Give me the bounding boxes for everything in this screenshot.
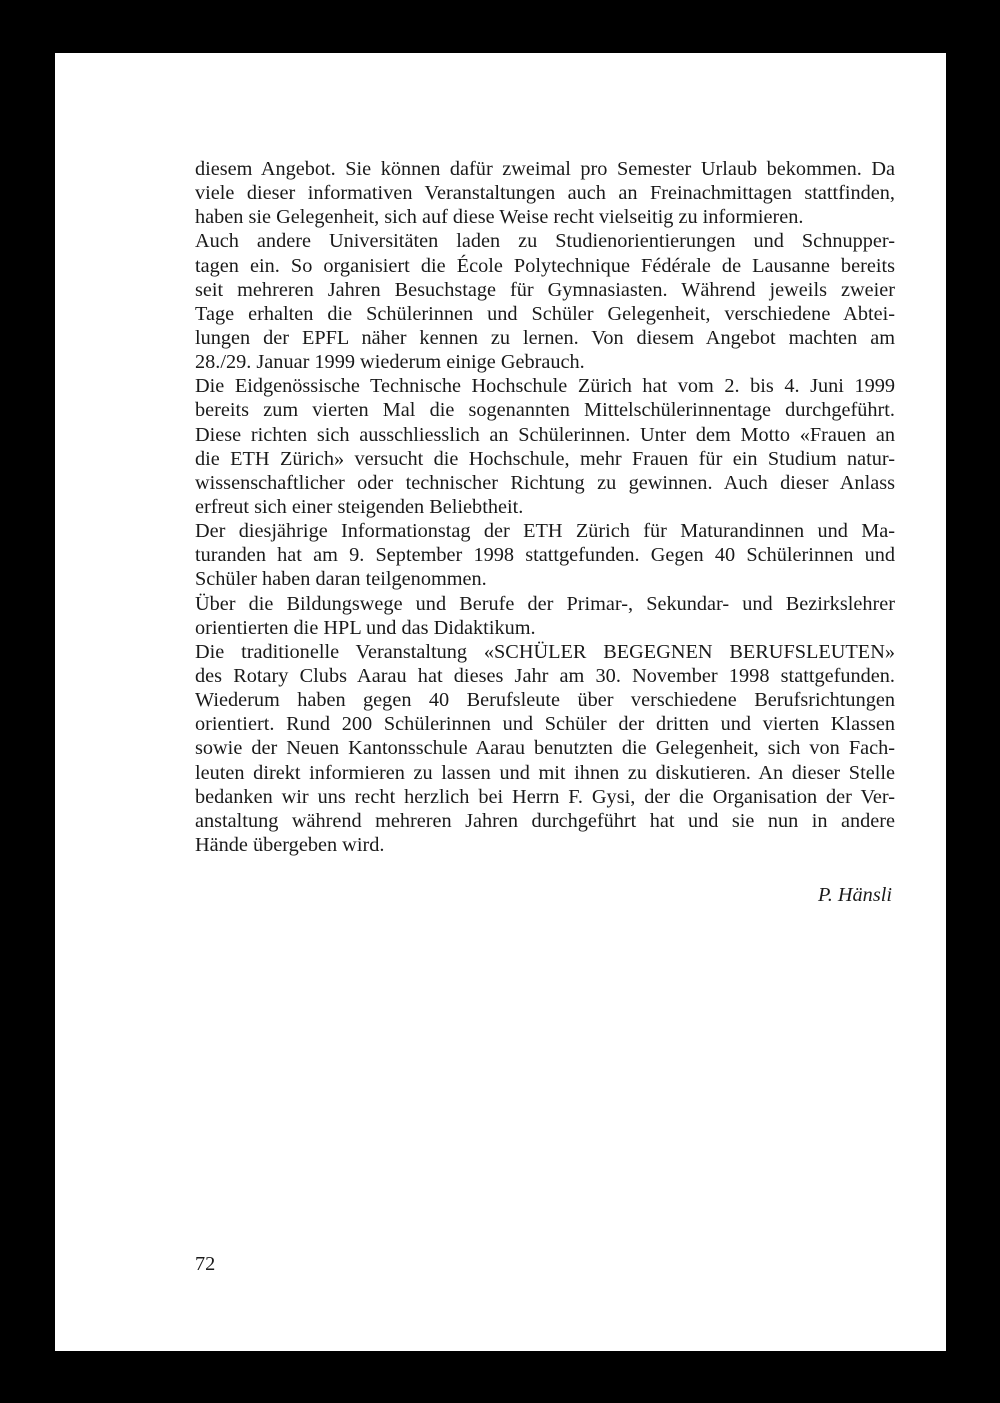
body-text [195,157,895,857]
text-line: viele dieser informativen Veranstaltungen auch an Freinachmittagen stattfinden, [195,182,895,205]
text-line: Die traditionelle Veranstaltung «SCHÜLER BEGEGNEN BERUFSLEUTEN» [195,640,895,663]
author-signature: P. Hänsli [817,884,892,906]
text-line: Hände übergeben wird. [195,833,385,856]
text-line: sowie der Neuen Kantonsschule Aarau benutzten die Gelegenheit, sich von Fach- [195,737,895,760]
text-line: tagen ein. So organisiert die École Polytechnique Fédérale de Lausanne bereits [195,254,895,277]
text-line: Wiederum haben gegen 40 Berufsleute über verschiedene Berufsrichtungen [195,689,895,712]
text-line: leuten direkt informieren zu lassen und mit ihnen zu diskutieren. An dieser Stelle [195,761,895,784]
text-line: orientierten die HPL und das Didaktikum. [195,616,536,639]
text-line: anstaltung während mehreren Jahren durchgeführt hat und sie nun in andere [195,809,895,832]
text-line: 28./29. Januar 1999 wiederum einige Gebrauch. [195,351,585,374]
text-line: Der diesjährige Informationstag der ETH Zürich für Maturandinnen und Ma- [195,520,895,543]
text-line: bedanken wir uns recht herzlich bei Herrn F. Gysi, der die Organisation der Ver- [195,785,895,808]
text-line: Tage erhalten die Schülerinnen und Schüler Gelegenheit, verschiedene Abtei- [195,302,895,325]
text-line: Über die Bildungswege und Berufe der Primar-, Sekundar- und Bezirkslehrer [195,592,895,615]
text-line: Auch andere Universitäten laden zu Studienorientierungen und Schnupper- [195,230,895,253]
text-line: haben sie Gelegenheit, sich auf diese Weise recht vielseitig zu informieren. [195,206,804,229]
text-line: erfreut sich einer steigenden Beliebtheit. [195,495,524,518]
text-line: Die Eidgenössische Technische Hochschule Zürich hat vom 2. bis 4. Juni 1999 [195,375,895,398]
text-line: wissenschaftlicher oder technischer Richtung zu gewinnen. Auch dieser Anlass [195,471,895,494]
text-line: turanden hat am 9. September 1998 stattgefunden. Gegen 40 Schülerinnen und [195,544,895,567]
text-line: bereits zum vierten Mal die sogenannten Mittelschülerinnentage durchgeführt. [195,399,895,422]
text-line: Schüler haben daran teilgenommen. [195,568,487,591]
text-line: des Rotary Clubs Aarau hat dieses Jahr am 30. November 1998 stattgefunden. [195,664,895,687]
page-number: 72 [195,1253,216,1275]
text-line: orientiert. Rund 200 Schülerinnen und Schüler der dritten und vierten Klassen [195,713,895,736]
text-line: Diese richten sich ausschliesslich an Schülerinnen. Unter dem Motto «Frauen an [195,423,895,446]
document-page [55,53,946,1351]
text-line: seit mehreren Jahren Besuchstage für Gymnasiasten. Während jeweils zweier [195,278,895,301]
text-line: lungen der EPFL näher kennen zu lernen. Von diesem Angebot machten am [195,326,895,349]
text-line: die ETH Zürich» versucht die Hochschule, mehr Frauen für ein Studium natur- [195,447,895,470]
text-line: diesem Angebot. Sie können dafür zweimal pro Semester Urlaub bekommen. Da [195,158,895,180]
